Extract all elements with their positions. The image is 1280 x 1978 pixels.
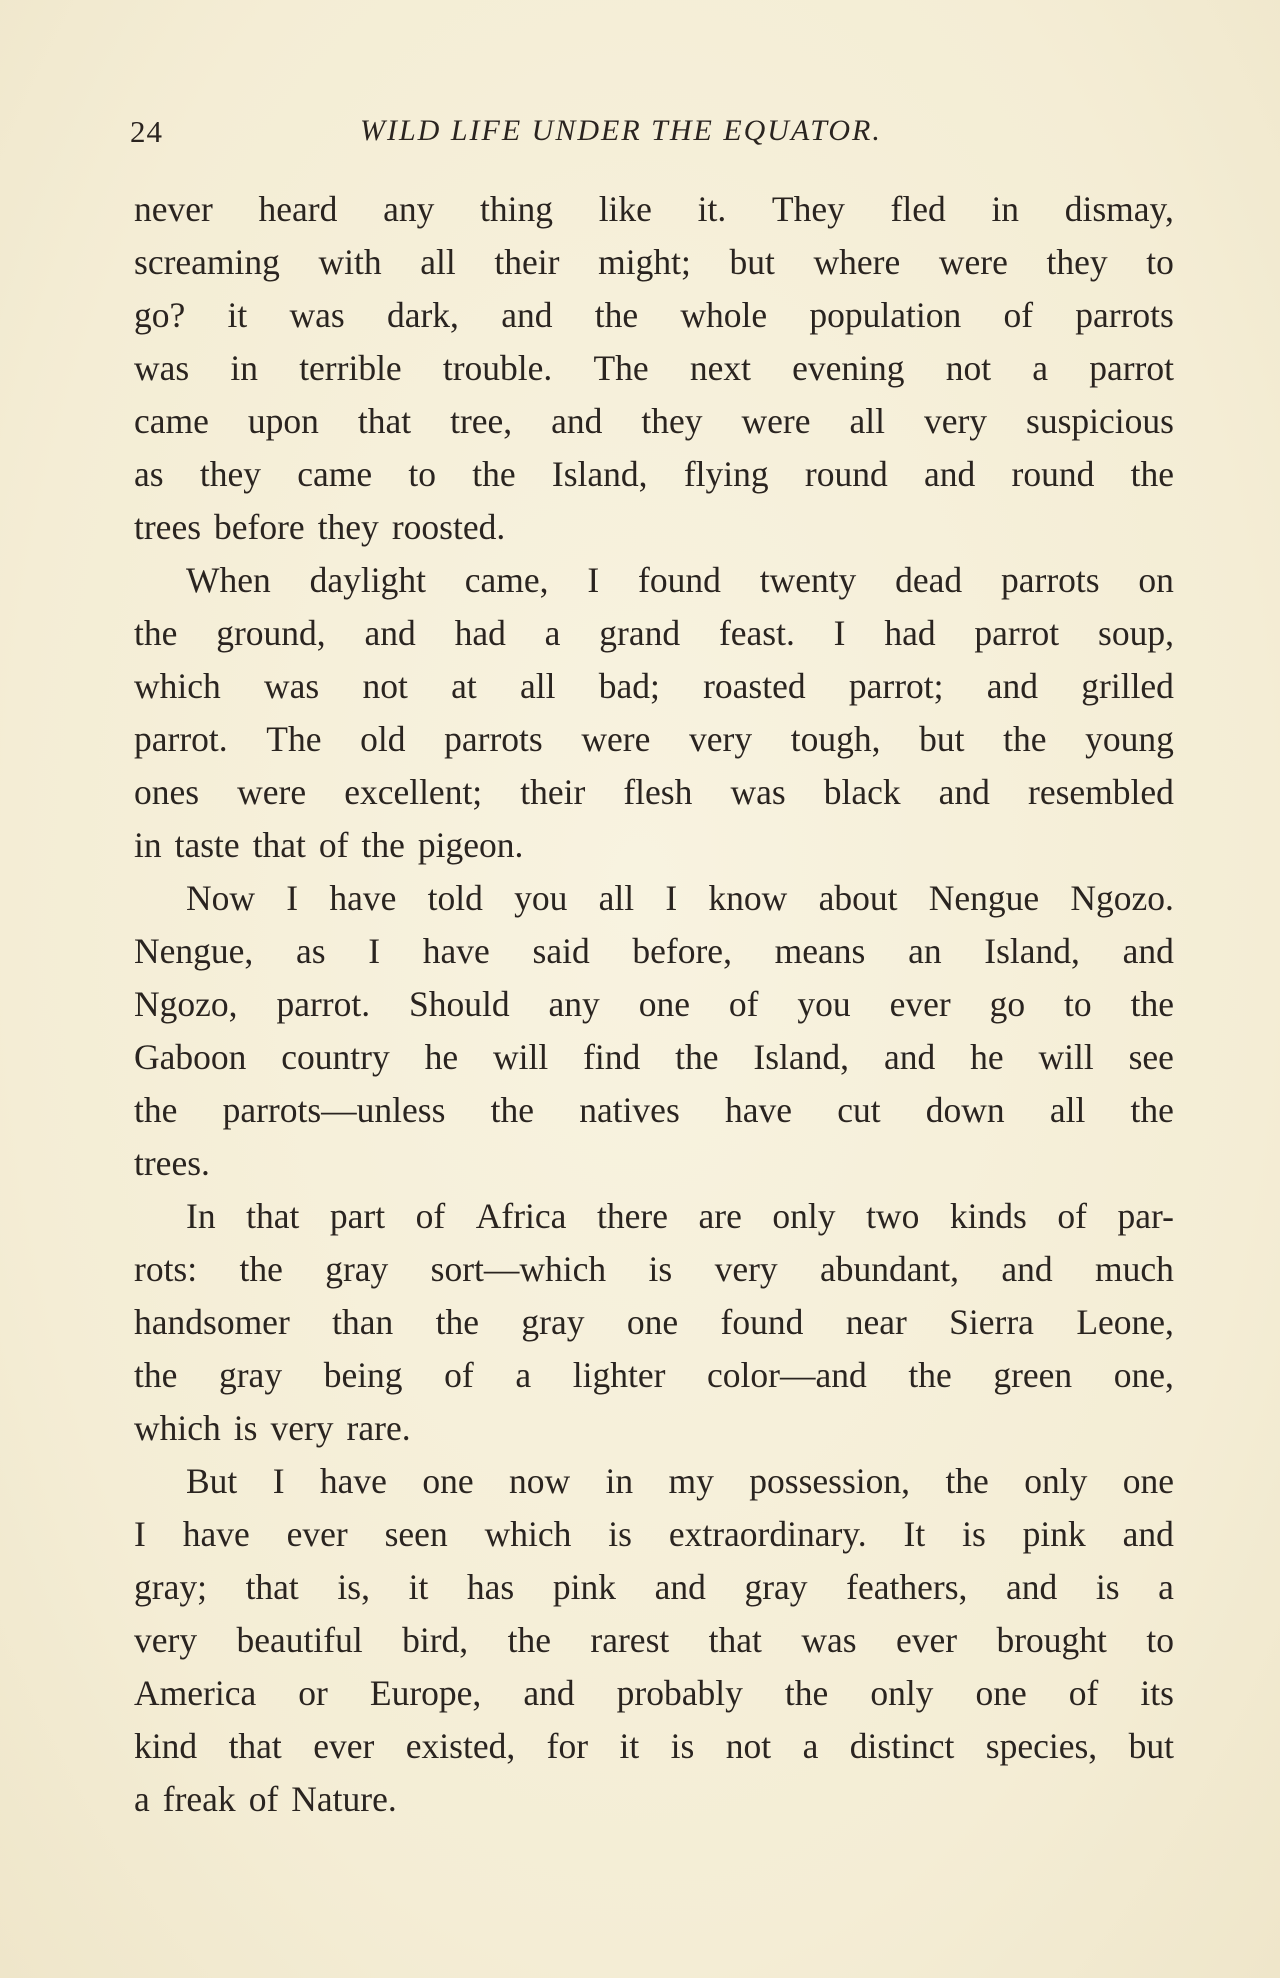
text-line: I have ever seen which is extraordinary. It is pink and — [134, 1514, 1174, 1554]
text-line: America or Europe, and probably the only one of its — [134, 1673, 1174, 1713]
body-text — [134, 183, 1174, 1826]
text-line: was in terrible trouble. The next evening not a parrot — [134, 348, 1174, 388]
text-line: the gray being of a lighter color—and the green one, — [134, 1355, 1174, 1395]
text-line: which is very rare. — [134, 1408, 411, 1448]
page-number: 24 — [130, 114, 163, 149]
text-line: in taste that of the pigeon. — [134, 825, 524, 865]
page-header — [130, 114, 1170, 154]
text-line: When daylight came, I found twenty dead parrots on — [186, 560, 1174, 600]
text-line: In that part of Africa there are only two kinds of par- — [186, 1196, 1174, 1236]
text-line: kind that ever existed, for it is not a distinct species, but — [134, 1726, 1174, 1766]
text-line: ones were excellent; their flesh was black and resembled — [134, 772, 1174, 812]
text-line: Now I have told you all I know about Nengue Ngozo. — [186, 878, 1174, 918]
text-line: the ground, and had a grand feast. I had parrot soup, — [134, 613, 1174, 653]
text-line: never heard any thing like it. They fled in dismay, — [134, 189, 1174, 229]
text-line: handsomer than the gray one found near Sierra Leone, — [134, 1302, 1174, 1342]
text-line: But I have one now in my possession, the only one — [186, 1461, 1174, 1501]
text-line: trees. — [134, 1143, 210, 1183]
text-line: parrot. The old parrots were very tough, but the young — [134, 719, 1174, 759]
text-line: Ngozo, parrot. Should any one of you ever go to the — [134, 984, 1174, 1024]
text-line: go? it was dark, and the whole population of parrots — [134, 295, 1174, 335]
text-line: a freak of Nature. — [134, 1779, 397, 1819]
running-title: WILD LIFE UNDER THE EQUATOR. — [360, 114, 882, 147]
text-line: the parrots—unless the natives have cut down all the — [134, 1090, 1174, 1130]
text-line: as they came to the Island, flying round and round the — [134, 454, 1174, 494]
text-line: rots: the gray sort—which is very abundant, and much — [134, 1249, 1174, 1289]
text-line: gray; that is, it has pink and gray feathers, and is a — [134, 1567, 1174, 1607]
text-line: came upon that tree, and they were all very suspicious — [134, 401, 1174, 441]
text-line: screaming with all their might; but where were they to — [134, 242, 1174, 282]
text-line: which was not at all bad; roasted parrot; and grilled — [134, 666, 1174, 706]
text-line: trees before they roosted. — [134, 507, 506, 547]
text-line: very beautiful bird, the rarest that was ever brought to — [134, 1620, 1174, 1660]
text-line: Gaboon country he will find the Island, and he will see — [134, 1037, 1174, 1077]
text-line: Nengue, as I have said before, means an Island, and — [134, 931, 1174, 971]
